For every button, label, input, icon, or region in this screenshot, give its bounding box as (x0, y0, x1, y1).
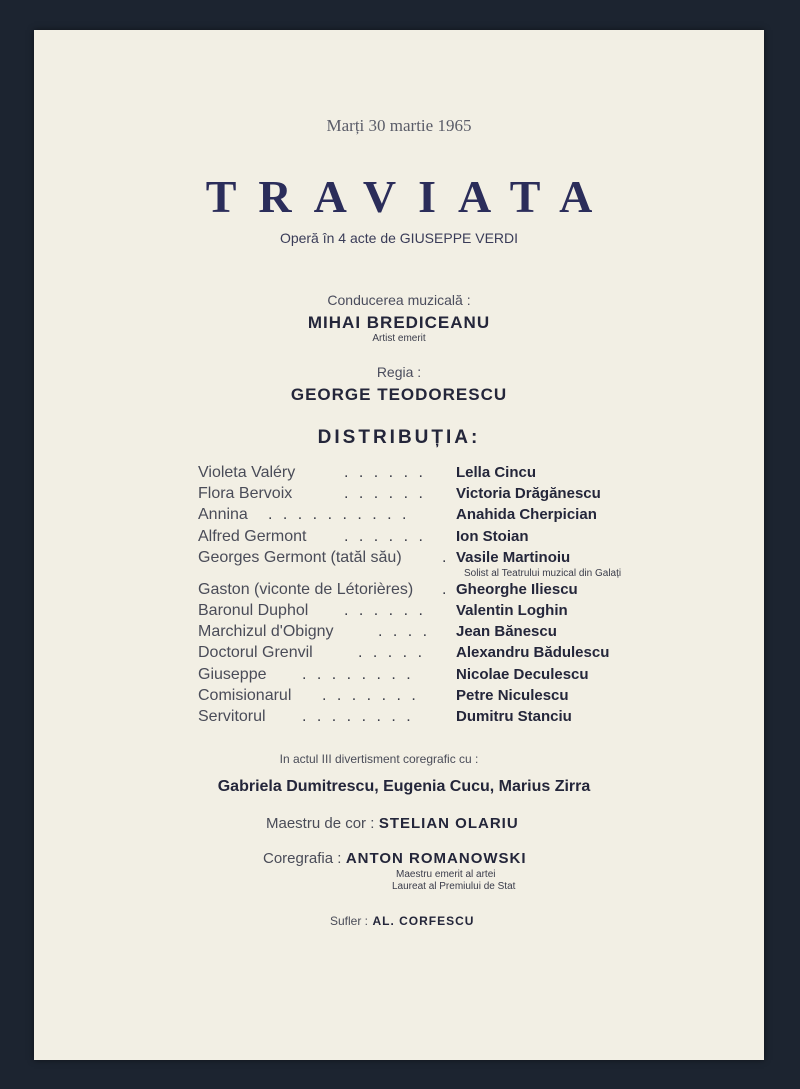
chorus-line (266, 815, 519, 833)
choreography-label: Coregrafia : (263, 850, 342, 867)
cast-row (198, 464, 658, 485)
leader-dots: . . . . . . . . . . (268, 506, 410, 524)
chorus-master-name: STELIAN OLARIU (378, 815, 519, 832)
opera-subtitle: Operă în 4 acte de GIUSEPPE VERDI (279, 230, 519, 246)
cast-role: Giuseppe (198, 665, 267, 683)
distribution-heading: DISTRIBUȚIA: (317, 427, 481, 448)
cast-row (198, 485, 658, 506)
performance-date: Marți 30 martie 1965 (326, 116, 472, 135)
leader-dots: . . . . . . . . (302, 665, 414, 683)
conductor-title: Artist emerit (372, 333, 426, 344)
leader-dots: . . . . . . . (322, 686, 419, 704)
cast-row (198, 644, 658, 665)
prompter-label: Sufler : (330, 914, 369, 928)
cast-role: Violeta Valéry (198, 464, 296, 481)
cast-actor: Nicolae Deculescu (456, 665, 589, 683)
conductor-name: MIHAI BREDICEANU (307, 313, 491, 332)
cast-role: Doctorul Grenvil (198, 644, 313, 662)
cast-role: Baronul Duphol (198, 601, 309, 619)
cast-actor: Gheorghe Iliescu (456, 580, 578, 598)
leader-dots: . . . . . . (344, 485, 426, 503)
divertisment-label: In actul III divertisment coregrafic cu : (279, 752, 479, 766)
leader-dots: . . . . (378, 623, 431, 641)
cast-actor: Victoria Drăgănescu (456, 485, 601, 503)
direction-label: Regia : (376, 364, 422, 380)
cast-role: Marchizul d'Obigny (198, 623, 334, 641)
prompter-line (330, 912, 474, 930)
prompter-name: AL. CORFESCU (372, 914, 475, 928)
divertisment-names: Gabriela Dumitrescu, Eugenia Cucu, Marius Zirra (217, 778, 591, 795)
opera-title: TRAVIATA (205, 171, 615, 222)
cast-role: Annina (198, 506, 248, 524)
cast-role: Gaston (viconte de Létorières) (198, 580, 414, 598)
choreographer-name: ANTON ROMANOWSKI (345, 850, 527, 867)
choreographer-note: Maestru emerit al artei (396, 869, 496, 880)
cast-row (198, 708, 658, 729)
leader-dots: . (442, 580, 450, 598)
cast-actor: Petre Niculescu (456, 686, 569, 704)
leader-dots: . . . . . . . . (302, 707, 414, 725)
leader-dots: . . . . . . (344, 527, 426, 545)
cast-actor: Alexandru Bădulescu (456, 644, 610, 662)
chorus-label: Maestru de cor : (266, 815, 375, 832)
cast-role: Georges Germont (tatăl său) (198, 548, 402, 566)
cast-actor: Valentin Loghin (456, 601, 568, 619)
cast-actor: Ion Stoian (456, 527, 529, 545)
cast-row (198, 506, 658, 527)
leader-dots: . . . . . . (344, 601, 426, 619)
conductor-label: Conducerea muzicală : (327, 292, 471, 308)
cast-actor: Dumitru Stanciu (456, 707, 572, 725)
program-sheet (34, 30, 764, 1060)
cast-row (198, 666, 658, 687)
cast-row (198, 623, 658, 644)
choreographer-note: Laureat al Premiului de Stat (392, 881, 516, 892)
cast-row (198, 581, 658, 602)
cast-actor: Vasile Martinoiu (456, 548, 571, 566)
cast-actor: Anahida Cherpician (456, 506, 597, 524)
leader-dots: . . . . . (358, 644, 426, 662)
leader-dots: . . . . . . (344, 464, 426, 481)
cast-actor: Jean Bănescu (456, 623, 557, 641)
cast-row (198, 687, 658, 708)
cast-role: Flora Bervoix (198, 485, 293, 503)
cast-row (198, 602, 658, 623)
cast-row (198, 549, 658, 581)
cast-row (198, 528, 658, 549)
choreography-line (263, 850, 527, 868)
cast-role: Comisionarul (198, 686, 292, 704)
cast-role: Alfred Germont (198, 527, 307, 545)
cast-note: Solist al Teatrului muzical din Galați (464, 567, 622, 579)
director-name: GEORGE TEODORESCU (290, 385, 508, 404)
cast-actor: Lella Cincu (456, 464, 537, 481)
cast-list (198, 464, 658, 729)
cast-role: Servitorul (198, 707, 266, 725)
leader-dots: . (442, 548, 450, 566)
